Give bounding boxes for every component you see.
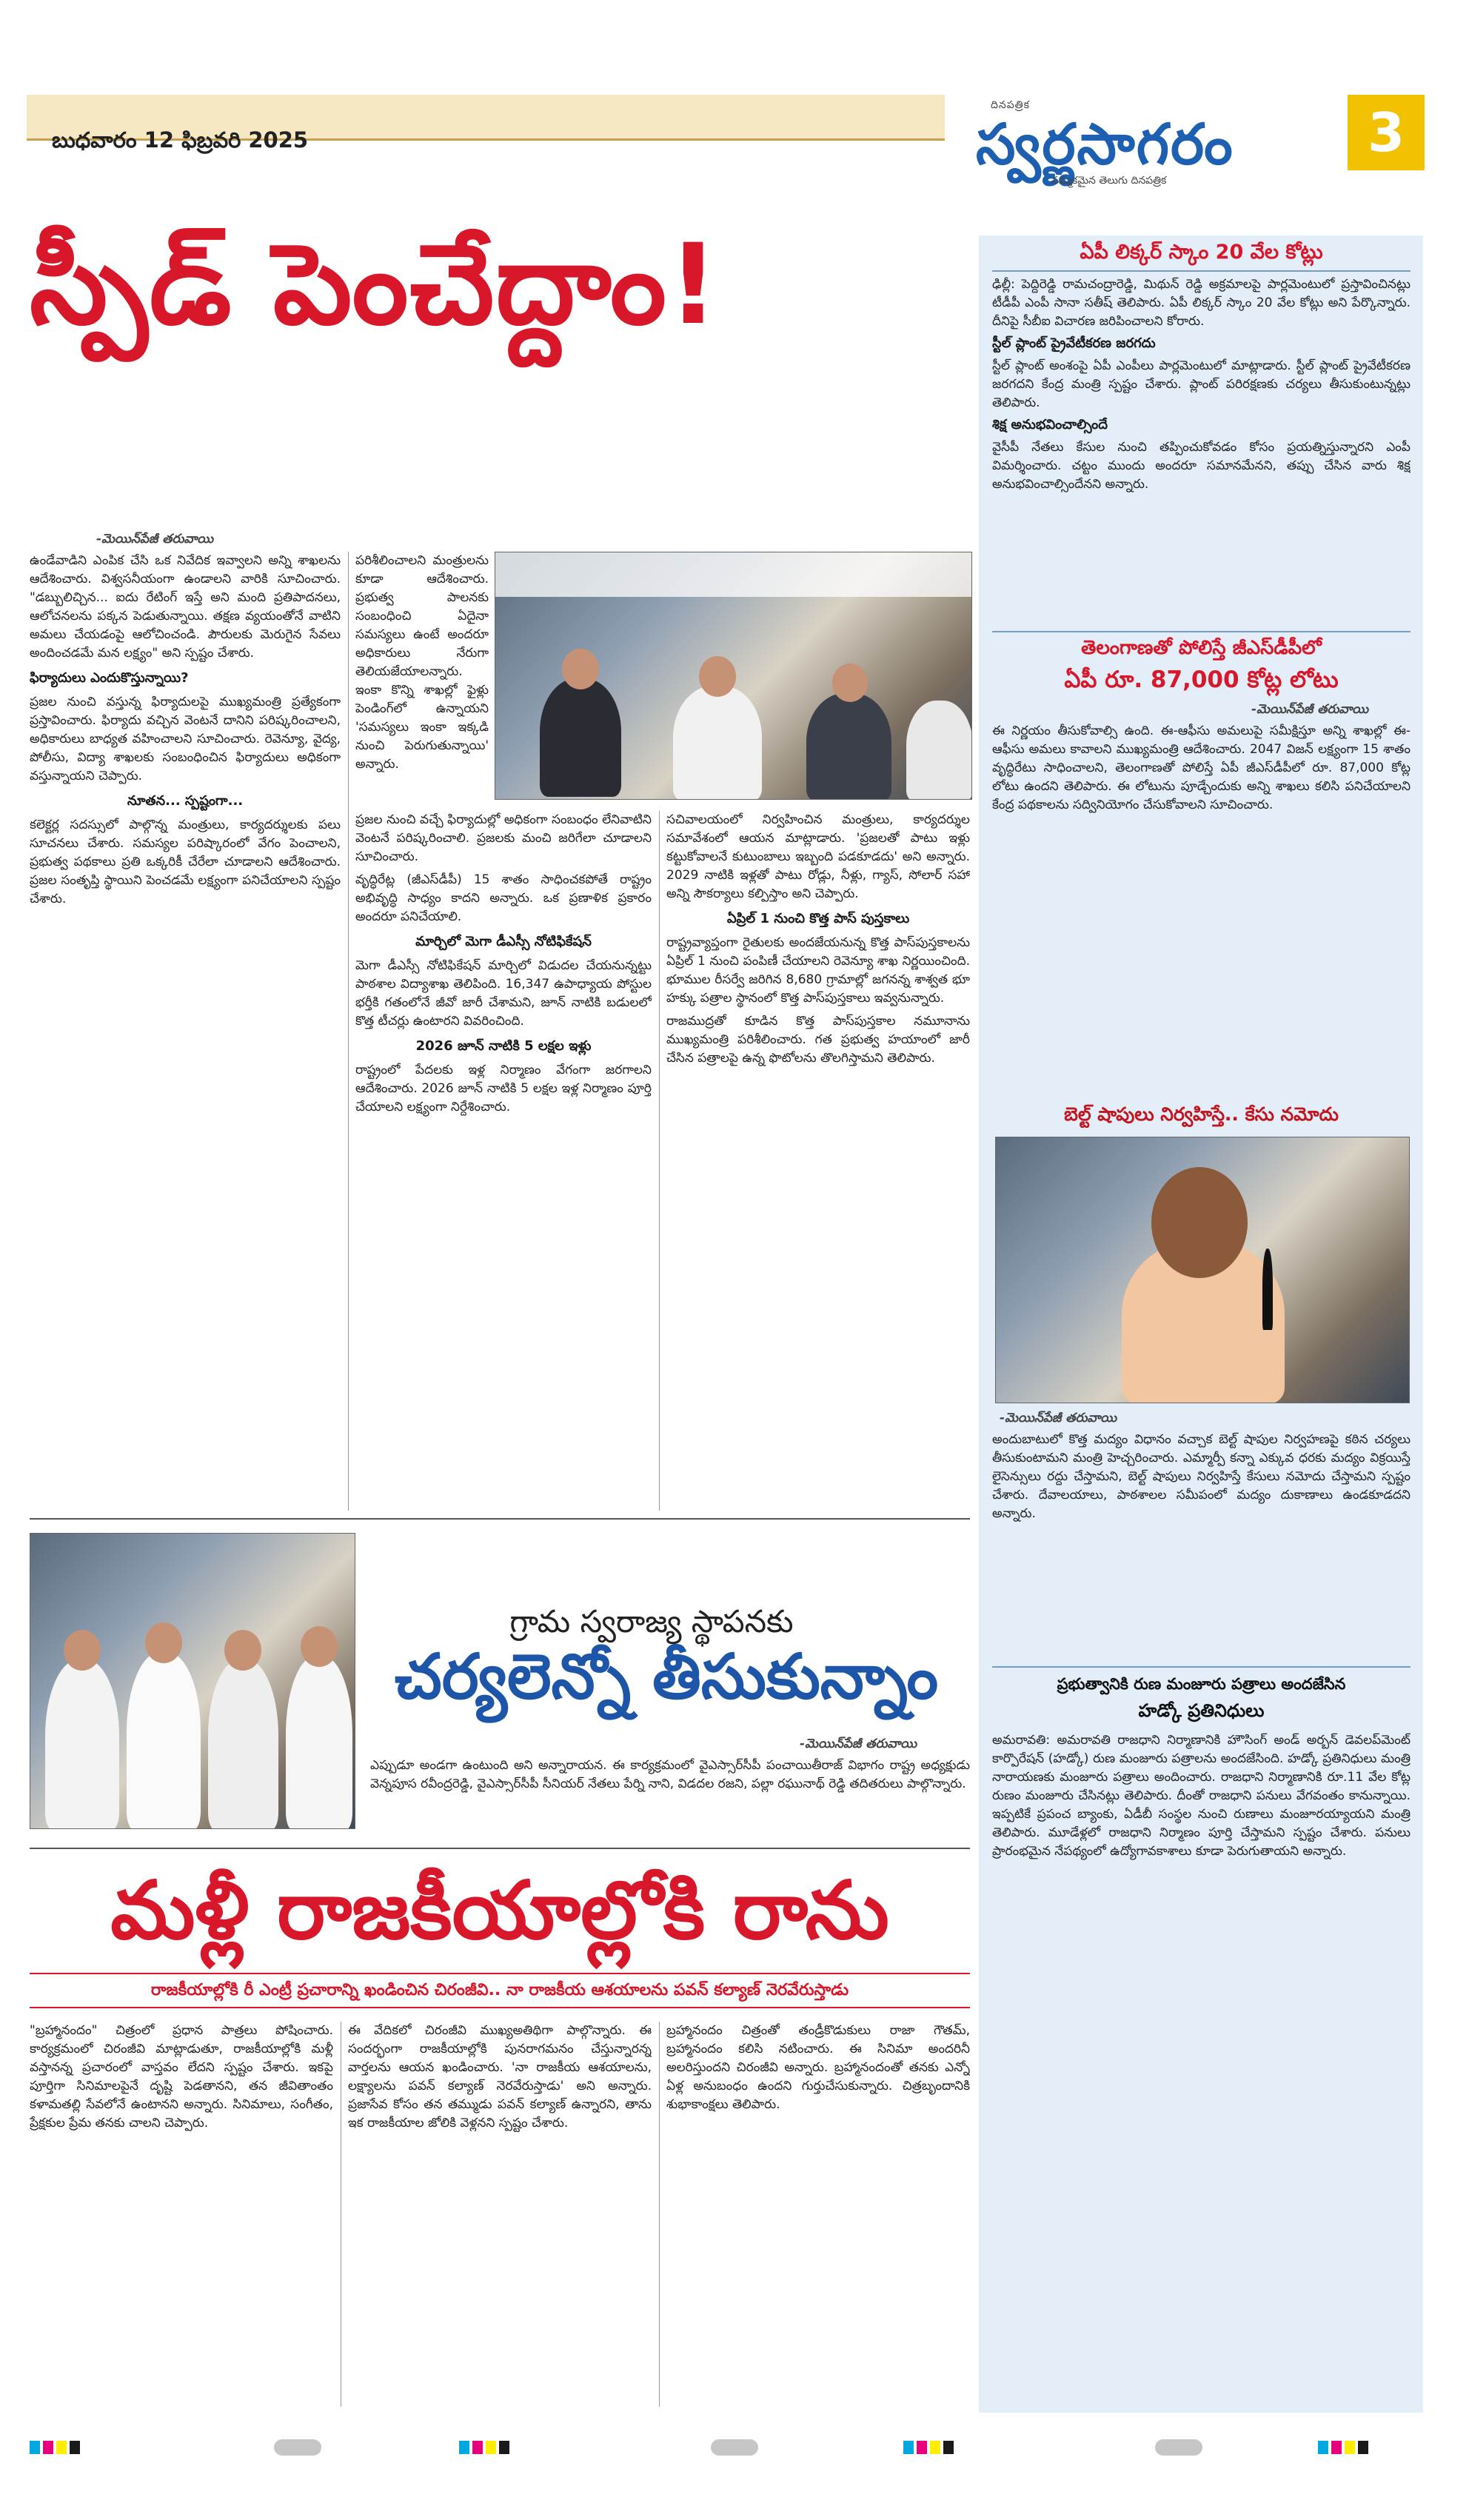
punishment-text: వైసీపీ నేతలు కేసుల నుంచి తప్పించుకోవడం కోసం ప్రయత్నిస్తున్నారని ఎంపీ విమర్శించారు. చట్టం ముందు అందరూ సమానమేనని, తప్పు చేసిన వారు శిక్ష అనుభవించాల్సిందేనని అన్నారు. xyxy=(992,440,1411,492)
gsdp-story-text: ఈ నిర్ణయం తీసుకోవాల్సి ఉంది. ఈ-ఆఫీసు అమలుపై సమీక్షిస్తూ అన్ని శాఖల్లో ఈ-ఆఫీసు అమలు కావాలని ముఖ్యమంత్రి ఆదేశించారు. 2047 విజన్ లక్ష్యంగా 15 శాతం వృద్ధిరేటు సాధించాలని, తెలంగాణతో పోలిస్తే ఏపీ జీఎస్‌డీపీలో రూ. 87,000 కోట్ల లోటు ఉందని తెలిపారు. ఈ లోటును పూడ్చేందుకు అన్ని శాఖలు కలిసి పనిచేయాలని కేంద్ర పథకాలను సద్వినియోగం చేసుకోవాలని సూచించారు. xyxy=(992,723,1411,812)
color-swatch xyxy=(903,2441,914,2454)
gram-swaraj-kicker: గ్రామ స్వరాజ్య స్థాపనకు xyxy=(509,1603,794,1640)
sidebar-rule xyxy=(992,631,1411,632)
lead-para: కలెక్టర్ల సదస్సులో పాల్గొన్న మంత్రులు, కార్యదర్శులకు పలు సూచనలు చేశారు. సమస్యల పరిష్కారంలో వేగం పెంచాలని, ప్రభుత్వ పథకాలు ప్రతి ఒక్కరికీ చేరేలా చూడాలని ఆదేశించారు. ప్రజల సంతృప్తి స్థాయిని పెంచడమే లక్ష్యంగా పనిచేయాలని స్పష్టం చేశారు. xyxy=(30,818,341,906)
color-swatch xyxy=(459,2441,469,2454)
masthead-tagline: దినపత్రిక xyxy=(991,99,1030,111)
color-swatch xyxy=(43,2441,53,2454)
lead-para: రాష్ట్రవ్యాప్తంగా రైతులకు అందజేయనున్న కొత్త పాస్‌పుస్తకాలను ఏప్రిల్ 1 నుంచి పంపిణీ చేయాలని రెవెన్యూ శాఖ నిర్ణయించింది. భూముల రీసర్వే జరిగిన 8,680 గ్రామాల్లో జగనన్న శాశ్వత భూ హక్కు పత్రాల స్థానంలో కొత్త పాస్‌పుస్తకాలు ఇవ్వనున్నారు. xyxy=(666,935,970,1006)
lead-para: రాజముద్రతో కూడిన కొత్త పాస్‌పుస్తకాల నమూనాను ముఖ్యమంత్రి పరిశీలించారు. గత ప్రభుత్వ హయాంలో జారీ చేసిన పత్రాలపై ఉన్న ఫొటోలను తొలగిస్తామని తెలిపారు. xyxy=(666,1014,970,1066)
minister-photo xyxy=(995,1137,1410,1403)
lead-column-2 xyxy=(355,811,652,1511)
color-swatch xyxy=(1318,2441,1328,2454)
steel-plant-text: స్టీల్ ప్లాంట్ అంశంపై ఏపీ ఎంపీలు పార్లమెంటులో మాట్లాడారు. స్టీల్ ప్లాంట్ ప్రైవేటీకరణ జరగదని కేంద్ర మంత్రి స్పష్టం చేశారు. ప్లాంట్ పరిరక్షణకు చర్యలు తీసుకుంటున్నట్లు తెలిపారు. xyxy=(992,358,1411,410)
hudco-headline-line2: హడ్కో ప్రతినిధులు xyxy=(1138,1700,1265,1721)
masthead-title: స్వర్ణసాగరం xyxy=(976,111,1234,177)
lead-column-1 xyxy=(30,552,341,1511)
lead-subhead: ఫిర్యాదులు ఎందుకొస్తున్నాయి? xyxy=(30,670,189,686)
color-swatch xyxy=(1358,2441,1368,2454)
lead-para: సచివాలయంలో నిర్వహించిన మంత్రులు, కార్యదర్శుల సమావేశంలో ఆయన మాట్లాడారు. 'ప్రజలతో పాటు ఇళ్లు కట్టుకోవాలనే కుటుంబాలు ఇబ్బంది పడకూడదు' అని అన్నారు. 2029 నాటికి ఇళ్లతో పాటు రోడ్లు, నీళ్లు, గ్యాస్, సోలార్ సహా అన్ని సౌకర్యాలు కల్పిస్తాం అని చెప్పారు. xyxy=(666,812,970,901)
section-divider xyxy=(30,1518,970,1520)
color-swatch xyxy=(30,2441,40,2454)
chiranjeevi-column-2: ఈ వేదికలో చిరంజీవి ముఖ్యఅతిథిగా పాల్గొన్నారు. ఈ సందర్భంగా రాజకీయాల్లోకి పునరాగమనం చేస్తున్నారన్న వార్తలను ఆయన ఖండించారు. 'నా రాజకీయ ఆశయాలను, లక్ష్యాలను పవన్ కల్యాణ్ నెరవేరుస్తాడు' అని అన్నారు. ప్రజాసేవ కోసం తన తమ్ముడు పవన్ కల్యాణ్ ఉన్నారని, తాను ఇక రాజకీయాల జోలికి వెళ్లనని స్పష్టం చేశారు. xyxy=(348,2023,652,2130)
chiranjeevi-subheadline: రాజకీయాల్లోకి రీ ఎంట్రీ ప్రచారాన్ని ఖండించిన చిరంజీవి.. నా రాజకీయ ఆశయాలను పవన్ కల్యాణ్ నెరవేరుస్తాడు xyxy=(150,1981,849,1999)
lead-para: ప్రజల నుంచి వస్తున్న ఫిర్యాదులపై ముఖ్యమంత్రి ప్రత్యేకంగా ప్రస్తావించారు. ఫిర్యాదు వచ్చిన వెంటనే దానిని పరిష్కరించాలని, అధికారులు బాధ్యత వహించాలని సూచించారు. రెవెన్యూ, వైద్య, పోలీసు, విద్యా శాఖలకు సంబంధించిన ఫిర్యాదులు అధికంగా వస్తున్నాయని చెప్పారు. xyxy=(30,695,341,783)
hudco-story-text: అమరావతి: అమరావతి రాజధాని నిర్మాణానికి హౌసింగ్ అండ్ అర్బన్ డెవలప్‌మెంట్ కార్పొరేషన్ (హడ్కో) రుణ మంజూరు పత్రాలను అందజేసింది. హడ్కో ప్రతినిధులు మంత్రి నారాయణకు మంజూరు పత్రాలు అందించారు. రాజధాని నిర్మాణానికి రూ.11 వేల కోట్ల రుణం మంజూరు చేసినట్లు తెలిపారు. దీంతో రాజధాని పనులు వేగవంతం కానున్నాయి. ఇప్పటికే ప్రపంచ బ్యాంకు, ఏడీబీ సంస్థల నుంచి రుణాలు మంజూరయ్యాయని మంత్రి తెలిపారు. మూడేళ్లలో రాజధాని నిర్మాణం పూర్తి చేస్తామని స్పష్టం చేశారు. పనులు ప్రారంభమైన నేపథ్యంలో ఉద్యోగావకాశాలు కూడా పెరుగుతాయని అన్నారు. xyxy=(992,1733,1411,1859)
column-rule xyxy=(659,2022,660,2407)
cabinet-meeting-photo xyxy=(495,552,972,800)
issue-date: బుధవారం 12 ఫిబ్రవరి 2025 xyxy=(52,127,309,153)
color-swatch xyxy=(499,2441,509,2454)
gsdp-byline: -మెయిన్‌పేజీ తరువాయి xyxy=(1251,702,1369,717)
hudco-headline-line1: ప్రభుత్వానికి రుణ మంజూరు పత్రాలు అందజేసిన xyxy=(1057,1675,1346,1693)
lead-column-3 xyxy=(666,811,970,1511)
lead-para: ఉండేవాడిని ఎంపిక చేసి ఒక నివేదిక ఇవ్వాలని అన్ని శాఖలను ఆదేశించారు. విశ్వసనీయంగా ఉండాలని వారికి సూచించారు. "డబ్బులిచ్చిన... ఐదు రేటింగ్‌ ఇస్తే అని మంది ప్రతిపాదనలు, ఆలోచనలను పక్కన పెడుతున్నాయి. తక్షణ వ్యయంతోనే వాటిని అమలు చేయడంపై ఆలోచించండి. పౌరులకు మెరుగైన సేవలు అందించడమే మన లక్ష్యం" అని స్పష్టం చేశారు. xyxy=(30,553,341,661)
gram-swaraj-headline: చర్యలెన్నో తీసుకున్నాం xyxy=(394,1640,939,1713)
lead-headline: స్పీడ్ పెంచేద్దాం! xyxy=(30,221,720,350)
color-swatch xyxy=(1331,2441,1342,2454)
column-rule xyxy=(659,811,660,1511)
registration-mark xyxy=(711,2439,758,2456)
belt-shops-headline: బెల్ట్ షాపులు నిర్వహిస్తే.. కేసు నమోదు xyxy=(1064,1103,1339,1125)
gram-swaraj-byline: -మెయిన్‌పేజీ తరువాయి xyxy=(800,1737,917,1751)
gsdp-headline-line2: ఏపీ రూ. 87,000 కోట్ల లోటు xyxy=(1064,666,1339,693)
lead-subhead: 2026 జూన్ నాటికి 5 లక్షల ఇళ్లు xyxy=(415,1038,592,1054)
lead-para: రాష్ట్రంలో పేదలకు ఇళ్ల నిర్మాణం వేగంగా జరగాలని ఆదేశించారు. 2026 జూన్ నాటికి 5 లక్షల ఇళ్ల నిర్మాణం పూర్తి చేయాలని లక్ష్యంగా నిర్దేశించారు. xyxy=(355,1063,652,1114)
chiranjeevi-column-1: "బ్రహ్మానందం" చిత్రంలో ప్రధాన పాత్రలు పోషించారు. కార్యక్రమంలో చిరంజీవి మాట్లాడుతూ, రాజకీయాల్లోకి మళ్లీ వస్తానన్న ప్రచారంలో వాస్తవం లేదని స్పష్టం చేశారు. ఇకపై పూర్తిగా సినిమాలపైనే దృష్టి పెడతానని, తన జీవితాంతం కళామతల్లి సేవలోనే ఉంటానని అన్నారు. సినిమాలు, సంగీతం, ప్రేక్షకుల ప్రేమ తనకు చాలని చెప్పారు. xyxy=(30,2023,333,2130)
lead-subhead: ఏప్రిల్ 1 నుంచి కొత్త పాస్ పుస్తకాలు xyxy=(726,911,910,926)
lead-subhead: మార్చిలో మెగా డీఎస్సీ నోటిఫికేషన్ xyxy=(415,934,592,949)
column-rule xyxy=(348,552,349,1511)
punishment-subhead: శిక్ష అనుభవించాల్సిందే xyxy=(992,417,1108,432)
color-swatch xyxy=(1345,2441,1355,2454)
liquor-scam-story xyxy=(992,275,1411,624)
liquor-scam-text: ఢిల్లీ: పెద్దిరెడ్డి రామచంద్రారెడ్డి, మిథున్ రెడ్డి అక్రమాలపై పార్లమెంటులో ప్రస్తావించినట్లు టీడీపీ ఎంపీ సానా సతీష్ తెలిపారు. ఏపీ లిక్కర్ స్కాం 20 వేల కోట్లు అని పేర్కొన్నారు. దీనిపై సీబీఐ విచారణ జరిపించాలని కోరారు. xyxy=(992,277,1411,329)
masthead-subtitle: నమ్మకమైన తెలుగు దినపత్రిక xyxy=(1051,175,1167,187)
section-divider xyxy=(30,1848,970,1849)
liquor-scam-headline: ఏపీ లిక్కర్ స్కాం 20 వేల కోట్లు xyxy=(1080,241,1323,264)
lead-para: వృద్ధిరేట్ల (జీఎస్‌డీపీ) 15 శాతం సాధించకపోతే రాష్ట్రం అభివృద్ధి సాధ్యం కాదని అన్నారు. ఒక ప్రణాళిక ప్రకారం అందరూ పనిచేయాలి. xyxy=(355,872,652,924)
chiranjeevi-column-3: బ్రహ్మానందం చిత్రంతో తండ్రీకొడుకులు రాజా గౌతమ్, బ్రహ్మానందం కలిసి నటించారు. ఈ సినిమా అందరినీ అలరిస్తుందని చిరంజీవి అన్నారు. బ్రహ్మానందంతో తనకు ఎన్నో ఏళ్ల అనుబంధం ఉందని గుర్తుచేసుకున్నారు. చిత్రబృందానికి శుభాకాంక్షలు తెలిపారు. xyxy=(666,2023,970,2112)
lead-para: మెగా డీఎస్సీ నోటిఫికేషన్ మార్చిలో విడుదల చేయనున్నట్టు పాఠశాల విద్యాశాఖ తెలిపింది. 16,347 ఉపాధ్యాయ పోస్టుల భర్తీకి గతంలోనే జీవో జారీ చేశామని, జూన్ నాటికి బడులలో కొత్త టీచర్లు ఉంటారని వివరించింది. xyxy=(355,958,652,1029)
registration-mark xyxy=(1155,2439,1202,2456)
page-number: 3 xyxy=(1367,101,1405,164)
color-swatch xyxy=(917,2441,927,2454)
belt-shops-text: అందుబాటులో కొత్త మద్యం విధానం వచ్చాక బెల్ట్ షాపుల నిర్వహణపై కఠిన చర్యలు తీసుకుంటామని మంత్రి హెచ్చరించారు. ఎమ్మార్పీ కన్నా ఎక్కువ ధరకు మద్యం విక్రయిస్తే లైసెన్సులు రద్దు చేస్తామని, బెల్ట్ షాపులు నిర్వహిస్తే కేసులు నమోదు చేస్తామని స్పష్టం చేశారు. దేవాలయాలు, పాఠశాలల సమీపంలో మద్యం దుకాణాలు ఉండకూడదని అన్నారు. xyxy=(992,1432,1411,1521)
lead-subhead: నూతన... స్పష్టంగా... xyxy=(127,793,244,809)
sidebar-rule xyxy=(992,1666,1411,1668)
gsdp-headline-line1: తెలంగాణతో పోలిస్తే జీఎస్‌డీపీలో xyxy=(1081,637,1322,659)
belt-shops-byline: -మెయిన్‌పేజీ తరువాయి xyxy=(1000,1411,1117,1426)
chiranjeevi-headline: మళ్లీ రాజకీయాల్లోకి రాను xyxy=(110,1865,889,1957)
steel-plant-subhead: స్టీల్ ప్లాంట్ ప్రైవేటీకరణ జరగదు xyxy=(992,335,1156,351)
registration-mark xyxy=(274,2439,321,2456)
lead-byline: -మెయిన్‌పేజీ తరువాయి xyxy=(96,532,214,547)
lead-para: ప్రజల నుంచి వచ్చే ఫిర్యాదుల్లో అధికంగా సంబంధం లేనివాటిని వెంటనే పరిష్కరించాలి. ప్రజలకు మంచి జరిగేలా చూడాలని సూచించారు. xyxy=(355,812,652,864)
color-swatch xyxy=(472,2441,483,2454)
lead-column-2-top xyxy=(355,552,489,803)
color-swatch xyxy=(70,2441,80,2454)
gram-swaraj-text: ఎప్పుడూ అండగా ఉంటుంది అని అన్నారాయన. ఈ కార్యక్రమంలో వైఎస్సార్‌సీపీ పంచాయితీరాజ్ విభాగం రాష్ట్ర అధ్యక్షుడు వెన్నపూస రవీంద్రరెడ్డి, వైఎస్సార్‌సీపీ సీనియర్ నేతలు పేర్ని నాని, విడదల రజని, పల్లా రఘునాథ్ రెడ్డి తదితరులు పాల్గొన్నారు. xyxy=(370,1758,970,1791)
color-swatch xyxy=(56,2441,67,2454)
gram-swaraj-photo xyxy=(30,1533,355,1829)
lead-para: పరిశీలించాలని మంత్రులను కూడా ఆదేశించారు. ప్రభుత్వ పాలనకు సంబంధించి ఏదైనా సమస్యలు ఉంటే అందరూ అధికారులు నేరుగా తెలియజేయాలన్నారు. ఇంకా కొన్ని శాఖల్లో ఫైళ్లు పెండింగ్‌లో ఉన్నాయని 'సమస్యలు ఇంకా ఇక్కడి నుంచి పెరుగుతున్నాయి' అన్నారు. xyxy=(355,553,489,772)
color-swatch xyxy=(930,2441,940,2454)
color-swatch xyxy=(486,2441,496,2454)
color-swatch xyxy=(943,2441,954,2454)
sidebar-rule xyxy=(992,270,1411,272)
